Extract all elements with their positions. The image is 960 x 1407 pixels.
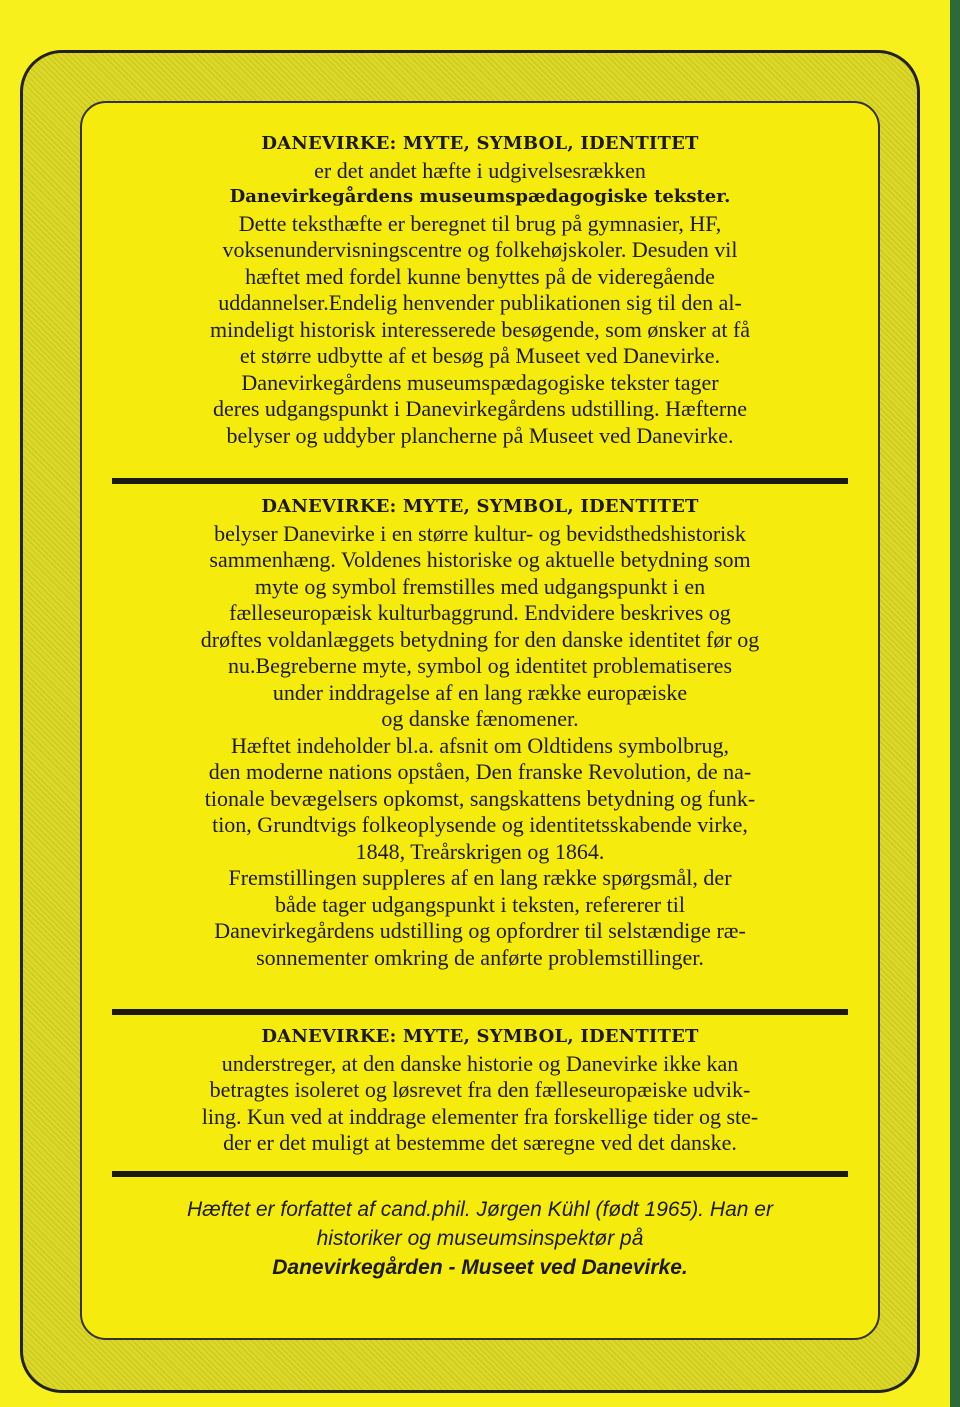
section-heading: DANEVIRKE: MYTE, SYMBOL, IDENTITET <box>261 496 699 517</box>
text-line: deres udgangspunkt i Danevirkegårdens udstilling. Hæfterne <box>213 396 747 421</box>
text-line: 1848, Treårskrigen og 1864. <box>355 838 605 864</box>
text-line: Dette teksthæfte er beregnet til brug på gymnasier, HF, <box>238 210 722 236</box>
section-description <box>100 494 860 971</box>
credit-line: historiker og museumsinspektør på <box>316 1227 644 1250</box>
divider-rule <box>112 478 848 484</box>
text-line: under inddragelse af en lang række europæiske <box>272 679 688 705</box>
divider-rule <box>112 1009 848 1015</box>
text-line: Danevirkegårdens udstilling og opfordrer til selstændige ræ- <box>214 918 746 943</box>
section-heading: DANEVIRKE: MYTE, SYMBOL, IDENTITET <box>261 1026 699 1047</box>
text-line: sonnementer omkring de anførte problemstillinger. <box>256 944 704 970</box>
text-line: understreger, at den danske historie og Danevirke ikke kan <box>221 1050 739 1076</box>
text-line: fælleseuropæisk kulturbaggrund. Endvidere beskrives og <box>229 600 731 625</box>
divider-rule <box>112 1171 848 1177</box>
text-line: ling. Kun ved at inddrage elementer fra forskellige tider og ste- <box>201 1103 759 1129</box>
text-line: mindeligt historisk interesserede besøgende, som ønsker at få <box>209 316 751 342</box>
author-credits <box>100 1195 860 1282</box>
text-line: hæftet med fordel kunne benyttes på de videregående <box>245 263 715 289</box>
text-line: og danske fænomener. <box>381 706 579 731</box>
section-intro <box>100 131 860 449</box>
text-line: belyser Danevirke i en større kultur- og bevidsthedshistorisk <box>214 520 746 546</box>
text-line: myte og symbol fremstilles med udgangspunkt i en <box>254 573 706 599</box>
text-line: Fremstillingen suppleres af en lang række spørgsmål, der <box>228 865 732 890</box>
section-heading: DANEVIRKE: MYTE, SYMBOL, IDENTITET <box>261 133 699 154</box>
text-line: Danevirkegårdens museumspædagogiske tekster tager <box>241 369 719 395</box>
credit-line: Hæftet er forfattet af cand.phil. Jørgen Kühl (født 1965). Han er <box>187 1198 773 1221</box>
text-line: der er det muligt at bestemme det særegne ved det danske. <box>223 1130 737 1155</box>
text-line: et større udbytte af et besøg på Museet ved Danevirke. <box>239 343 721 368</box>
text-line: drøftes voldanlæggets betydning for den danske identitet før og <box>200 626 760 652</box>
text-line: betragtes isoleret og løsrevet fra den fælleseuropæiske udvik- <box>209 1077 751 1102</box>
text-line: den moderne nations opståen, Den franske Revolution, de na- <box>208 759 752 784</box>
text-line: nu.Begreberne myte, symbol og identitet problematiseres <box>227 653 733 678</box>
text-line: belyser og uddyber plancherne på Museet ved Danevirke. <box>226 422 734 448</box>
text-line: tion, Grundtvigs folkeoplysende og identitetsskabende virke, <box>212 812 748 837</box>
series-title: Danevirkegårdens museumspædagogiske tekster. <box>229 186 731 207</box>
text-line: sammenhæng. Voldenes historiske og aktuelle betydning som <box>209 547 751 572</box>
text-line: Hæftet indeholder bl.a. afsnit om Oldtidens symbolbrug, <box>231 732 729 758</box>
text-line: tionale bevægelsers opkomst, sangskattens betydning og funk- <box>204 785 756 811</box>
spine-edge <box>950 0 960 1407</box>
text-line: er det andet hæfte i udgivelsesrækken <box>314 157 646 183</box>
section-conclusion <box>100 1024 860 1157</box>
text-line: uddannelser.Endelig henvender publikationen sig til den al- <box>218 290 742 315</box>
text-line: både tager udgangspunkt i teksten, refererer til <box>275 891 685 917</box>
museum-name: Danevirkegården - Museet ved Danevirke. <box>272 1256 688 1279</box>
text-line: voksenundervisningscentre og folkehøjskoler. Desuden vil <box>222 237 738 262</box>
